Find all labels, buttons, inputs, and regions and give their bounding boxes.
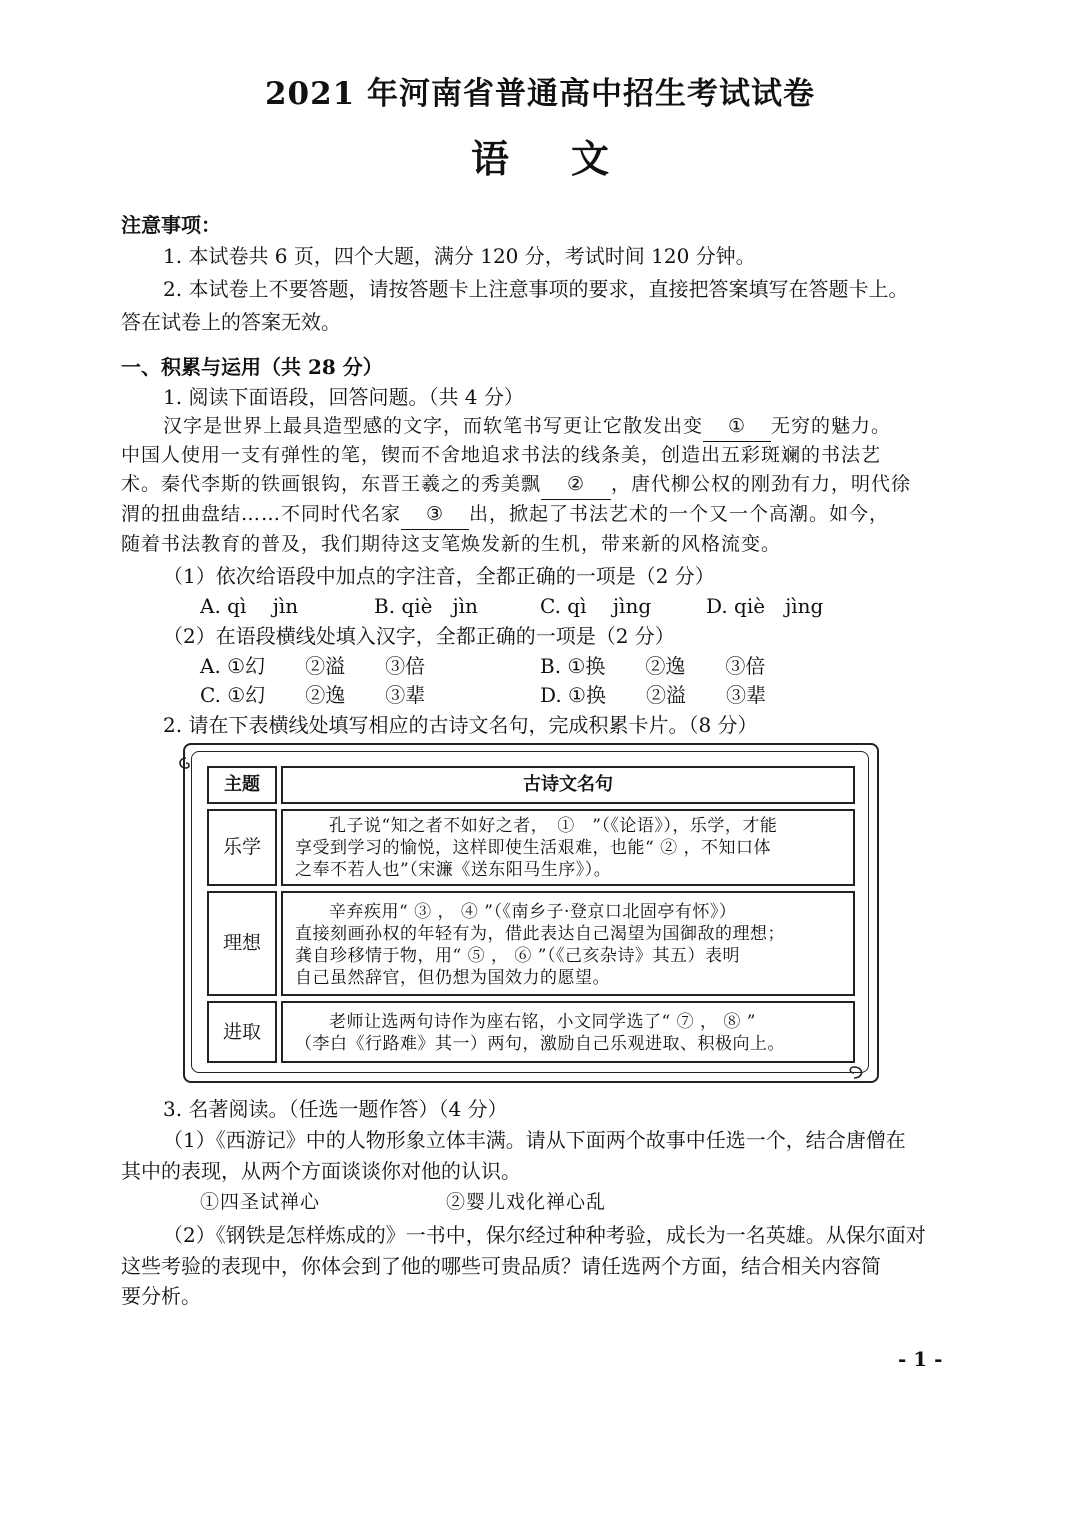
q1-sub2-option-a: A. ①幻 ②溢 ③倍 bbox=[200, 654, 426, 678]
table-row-theme: 进取 bbox=[207, 1001, 277, 1063]
q1-sub1-stem: （1）依次给语段中加点的字注音，全都正确的一项是（2 分） bbox=[163, 564, 715, 588]
q3-story-2: ②婴儿戏化禅心乱 bbox=[446, 1191, 607, 1213]
table-header-quotes: 古诗文名句 bbox=[281, 766, 855, 804]
q3-sub2-line-1: （2）《钢铁是怎样炼成的》一书中，保尔经过种种考验，成长为一名英雄。从保尔面对 bbox=[163, 1223, 926, 1247]
table-row-line: 之奉不若人也”（宋濂《送东阳马生序》）。 bbox=[295, 860, 612, 880]
table-row-line: 享受到学习的愉悦，这样即使生活艰难，也能“ ② ，不知口体 bbox=[295, 838, 771, 858]
q2-stem: 2. 请在下表横线处填写相应的古诗文名句，完成积累卡片。（8 分） bbox=[163, 713, 758, 737]
exam-title: 2021 年河南省普通高中招生考试试卷 bbox=[264, 76, 816, 112]
notice-heading: 注意事项： bbox=[121, 213, 221, 237]
notice-item-2-cont: 答在试卷上的答案无效。 bbox=[121, 310, 341, 334]
q3-sub1-line-1: （1）《西游记》中的人物形象立体丰满。请从下面两个故事中任选一个，结合唐僧在 bbox=[163, 1128, 906, 1152]
table-row-line: 龚自珍移情于物，用“ ⑤ ， ⑥ ”（《己亥杂诗》其五）表明 bbox=[295, 946, 740, 966]
notice-item-1: 1. 本试卷共 6 页，四个大题，满分 120 分，考试时间 120 分钟。 bbox=[163, 244, 756, 268]
table-row-line: 辛弃疾用“ ③ ， ④ ”（《南乡子·登京口北固亭有怀》） bbox=[329, 902, 737, 922]
table-row-line: 孔子说“知之者不如好之者， ① ”（《论语》），乐学，才能 bbox=[329, 816, 778, 836]
q3-story-1: ①四圣试禅心 bbox=[200, 1191, 321, 1213]
table-row-content bbox=[281, 891, 855, 996]
section-heading: 一、积累与运用（共 28 分） bbox=[121, 355, 383, 379]
q1-stem: 1. 阅读下面语段，回答问题。（共 4 分） bbox=[163, 385, 524, 409]
q1-sub1-option-d: D. qiè jìng bbox=[706, 594, 824, 618]
q1-sub1-option-b: B. qiè jìn bbox=[374, 594, 478, 618]
table-row-content bbox=[281, 1001, 855, 1063]
table-row-line: 老师让选两句诗作为座右铭，小文同学选了“ ⑦ ， ⑧ ” bbox=[329, 1012, 756, 1032]
table-row-theme: 理想 bbox=[207, 891, 277, 996]
q1-sub2-option-d: D. ①换 ②溢 ③辈 bbox=[540, 683, 766, 707]
q1-sub1-option-c: C. qì jìng bbox=[540, 594, 652, 618]
table-row-line: 直接刻画孙权的年轻有为，借此表达自己渴望为国御敌的理想； bbox=[295, 924, 785, 944]
passage-line-1: 汉字是世界上最具造型感的文字，而软笔书写更让它散发出变 ① 无穷的魅力。 bbox=[163, 411, 891, 442]
scroll-ornament-icon bbox=[174, 755, 198, 779]
subject-title: 语文 bbox=[470, 136, 671, 181]
blank-1: ① bbox=[703, 411, 771, 442]
q1-sub2-stem: （2）在语段横线处填入汉字，全都正确的一项是（2 分） bbox=[163, 624, 675, 648]
passage-line-4: 渭的扭曲盘结……不同时代名家 ③ 出，掀起了书法艺术的一个又一个高潮。如今， bbox=[121, 499, 889, 530]
passage-line-5: 随着书法教育的普及，我们期待这支笔焕发新的生机，带来新的风格流变。 bbox=[121, 533, 782, 555]
table-row-theme: 乐学 bbox=[207, 809, 277, 886]
q3-sub1-line-2: 其中的表现，从两个方面谈谈你对他的认识。 bbox=[121, 1159, 521, 1183]
blank-3: ③ bbox=[401, 499, 469, 530]
q1-sub1-option-a: A. qì jìn bbox=[200, 594, 299, 618]
q1-sub2-option-b: B. ①换 ②逸 ③倍 bbox=[540, 654, 766, 678]
notice-item-2: 2. 本试卷上不要答题，请按答题卡上注意事项的要求，直接把答案填写在答题卡上。 bbox=[163, 277, 909, 301]
table-header-theme: 主题 bbox=[207, 766, 277, 804]
q3-sub2-line-2: 这些考验的表现中，你体会到了他的哪些可贵品质？请任选两个方面，结合相关内容简 bbox=[121, 1254, 881, 1278]
page-number: - 1 - bbox=[898, 1347, 943, 1371]
table-row-line: （李白《行路难》其一）两句，激励自己乐观进取、积极向上。 bbox=[295, 1034, 785, 1054]
q3-stem: 3. 名著阅读。（任选一题作答）（4 分） bbox=[163, 1097, 508, 1121]
blank-2: ② bbox=[541, 469, 611, 500]
table-row-content bbox=[281, 809, 855, 886]
table-row-line: 自己虽然辞官，但仍想为国效力的愿望。 bbox=[295, 968, 610, 988]
q1-sub2-option-c: C. ①幻 ②逸 ③辈 bbox=[200, 683, 426, 707]
q3-sub2-line-3: 要分析。 bbox=[121, 1284, 201, 1308]
passage-line-2: 中国人使用一支有弹性的笔，锲而不舍地追求书法的线条美，创造出五彩斑斓的书法艺 bbox=[121, 444, 882, 466]
passage-line-3: 术。秦代李斯的铁画银钩，东晋王羲之的秀美飘 ② ，唐代柳公权的刚劲有力，明代徐 bbox=[121, 469, 911, 500]
